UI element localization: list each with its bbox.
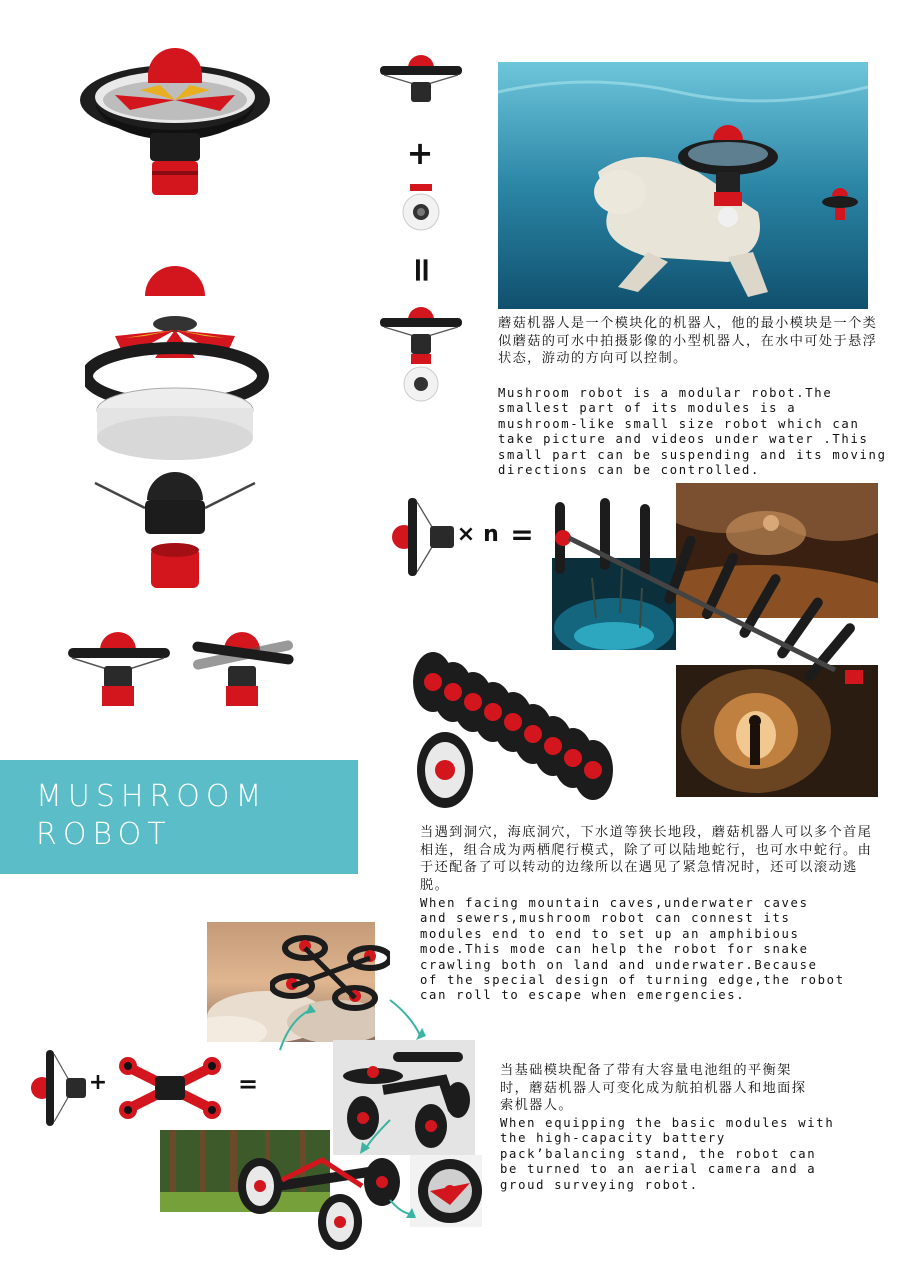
polar-bear-photo [498,62,868,309]
plus-symbol: + [406,134,434,172]
robot-module-icon [378,50,464,112]
section1-english-text: Mushroom robot is a modular robot.The smallest part of its modules is a mushroom-like small size robot which can take picture and videos under water .This small part can be suspending and its moving directions can be controlled. [498,386,887,478]
n-symbol: n [483,522,499,547]
equals-symbol: = [510,518,534,551]
mushroom-robot-icon [70,45,280,205]
section2-english-text: When facing mountain caves,underwater caves and sewers,mushroom robot can connest its modules end to end to set up an amphibious mode.This mode can help the robot for snake crawling both on land and underwater.Because of the special design of turning edge,the robot can roll to escape when emergencies. [420,896,845,1003]
section2-chinese-text: 当遇到洞穴，海底洞穴，下水道等狭长地段，蘑菇机器人可以多个首尾相连，组合成为两栖爬行模式，除了可以陆地蛇行，也可水中蛇行。由于还配备了可以转动的边缘所以在遇见了紧急情况时，还可以滚动逃脱。 [420,825,873,893]
equals-vertical-symbol: = [402,255,442,285]
section3-english-text: When equipping the basic modules with the high-capacity battery pack’balancing stand, the robot can be turned to an aerial camera and a groud surveying robot. [500,1116,835,1192]
exploded-robot-icon [85,258,285,598]
page-title [36,778,346,854]
robot-module-rotated-icon [188,630,298,712]
robot-module-side-icon [30,1048,90,1128]
arrow-icon [270,990,470,1240]
camera-module-icon [400,182,442,232]
robot-with-camera-icon [378,302,464,406]
robot-module-side-icon [390,496,460,578]
plus-symbol: + [88,1070,108,1095]
times-symbol: × [456,522,476,547]
title-line-2: ROBOT [36,817,172,852]
equals-symbol: = [237,1070,259,1098]
section1-chinese-text: 蘑菇机器人是一个模块化的机器人，他的最小模块是一个类似蘑菇的可水中拍摄影像的小型机器人，在水中可处于悬浮状态，游动的方向可以控制。 [498,316,878,366]
robot-module-icon [64,630,174,712]
section3-chinese-text: 当基础模块配备了带有大容量电池组的平衡架时，蘑菇机器人可变化成为航拍机器人和地面探索机器人。 [500,1063,807,1113]
title-line-1: MUSHROOM [36,779,268,814]
snake-robot-icon [405,640,620,815]
balancing-stand-icon [110,1048,230,1128]
